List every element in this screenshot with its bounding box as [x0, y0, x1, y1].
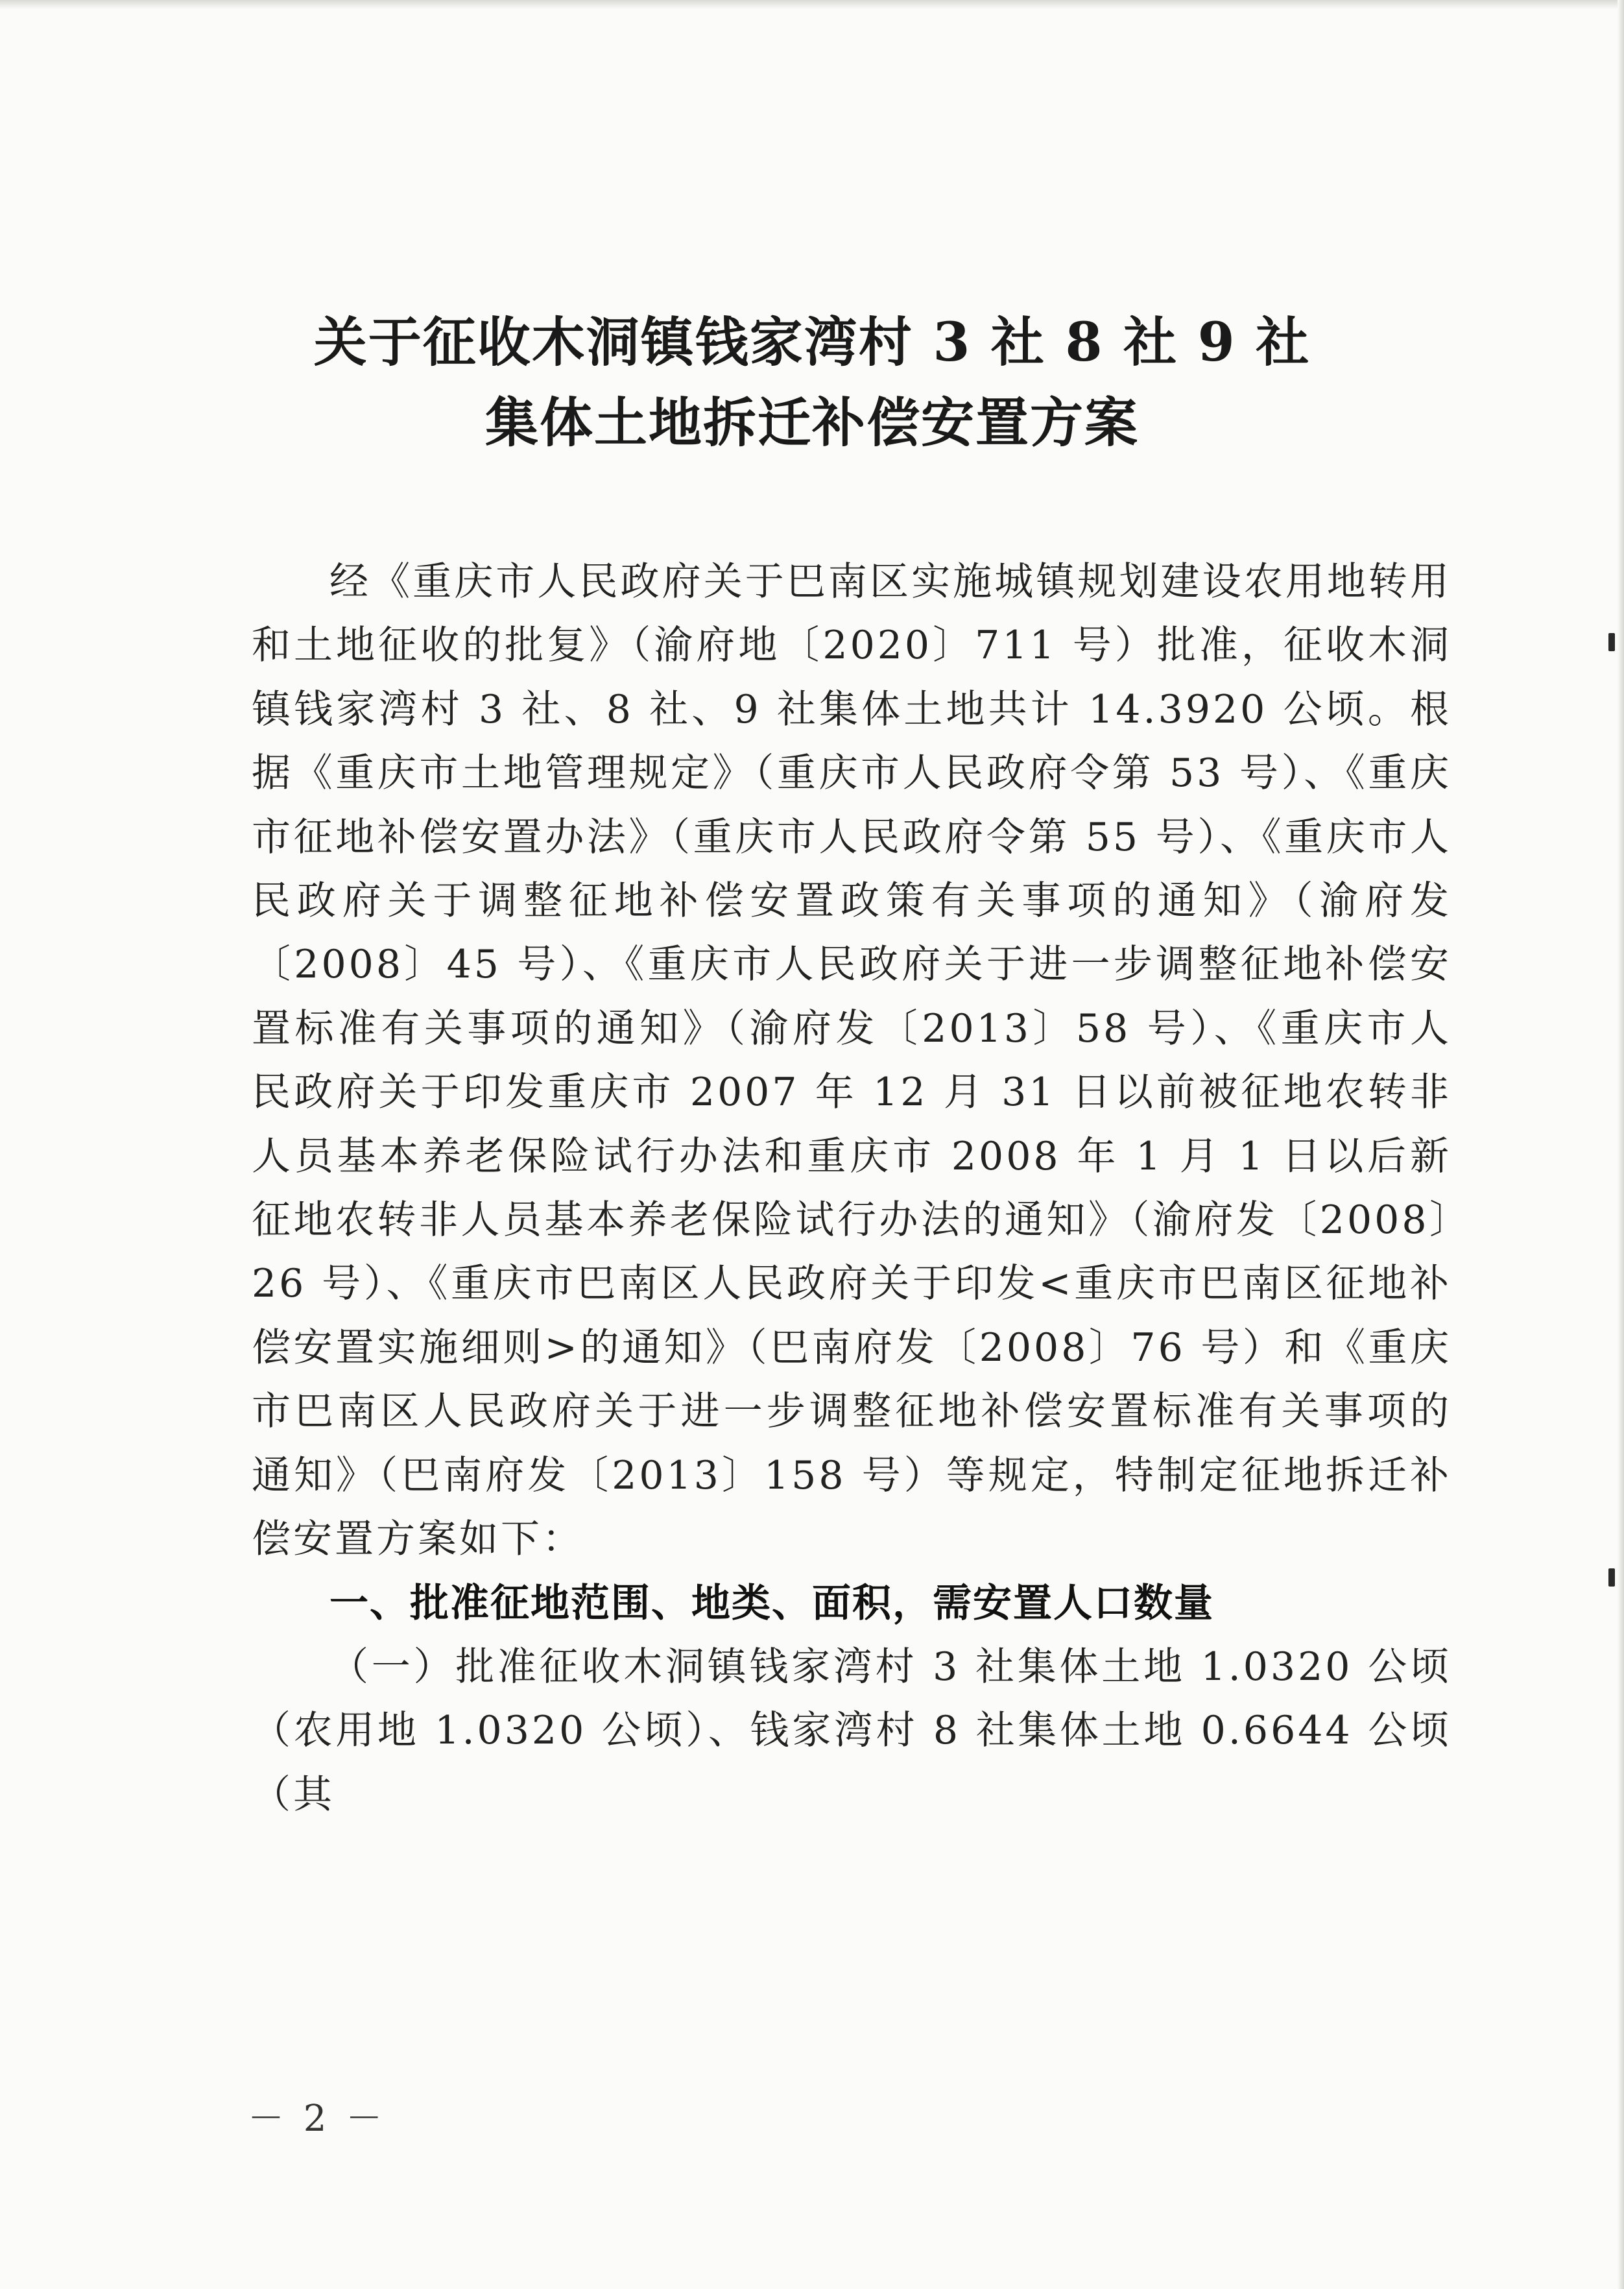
- document-title-line-2: 集体土地拆迁补偿安置方案: [484, 392, 1139, 454]
- body-paragraph-item-1: （一）批准征收木洞镇钱家湾村 3 社集体土地 1.0320 公顷（农用地 1.0320 公顷）、钱家湾村 8 社集体土地 0.6644 公顷（其: [252, 1644, 1451, 1817]
- document-title-line-1: 关于征收木洞镇钱家湾村 3 社 8 社 9 社: [313, 311, 1311, 374]
- body-paragraph-intro: 经《重庆市人民政府关于巴南区实施城镇规划建设农用地转用和土地征收的批复》（渝府地〔2020〕711 号）批准，征收木洞镇钱家湾村 3 社、8 社、9 社集体土地共计 14.3920 公顷。根据《重庆市土地管理规定》（重庆市人民政府令第 53 号）、《重庆市征地补偿安置办法》（重庆市人民政府令第 55 号）、《重庆市人民政府关于调整征地补偿安置政策有关事项的通知》（渝府发〔2008〕45 号）、《重庆市人民政府关于进一步调整征地补偿安置标准有关事项的通知》（渝府发〔2013〕58 号）、《重庆市人民政府关于印发重庆市 2007 年 12 月 31 日以前被征地农转非人员基本养老保险试行办法和重庆市 2008 年 1 月 1 日以后新征地农转非人员基本养老保险试行办法的通知》（渝府发〔2008〕26 号）、《重庆市巴南区人民政府关于印发<重庆市巴南区征地补偿安置实施细则>的通知》（巴南府发〔2008〕76 号）和《重庆市巴南区人民政府关于进一步调整征地补偿安置标准有关事项的通知》（巴南府发〔2013〕158 号）等规定，特制定征地拆迁补偿安置方案如下：: [252, 559, 1451, 1563]
- section-heading-1: 一、批准征地范围、地类、面积，需安置人口数量: [329, 1580, 1214, 1626]
- scan-edge-top: [0, 0, 1624, 9]
- document-body: [252, 550, 1451, 1827]
- page-number: － 2 －: [248, 2098, 387, 2140]
- binding-hole-mark: [1608, 1568, 1615, 1587]
- binding-hole-mark: [1608, 633, 1615, 651]
